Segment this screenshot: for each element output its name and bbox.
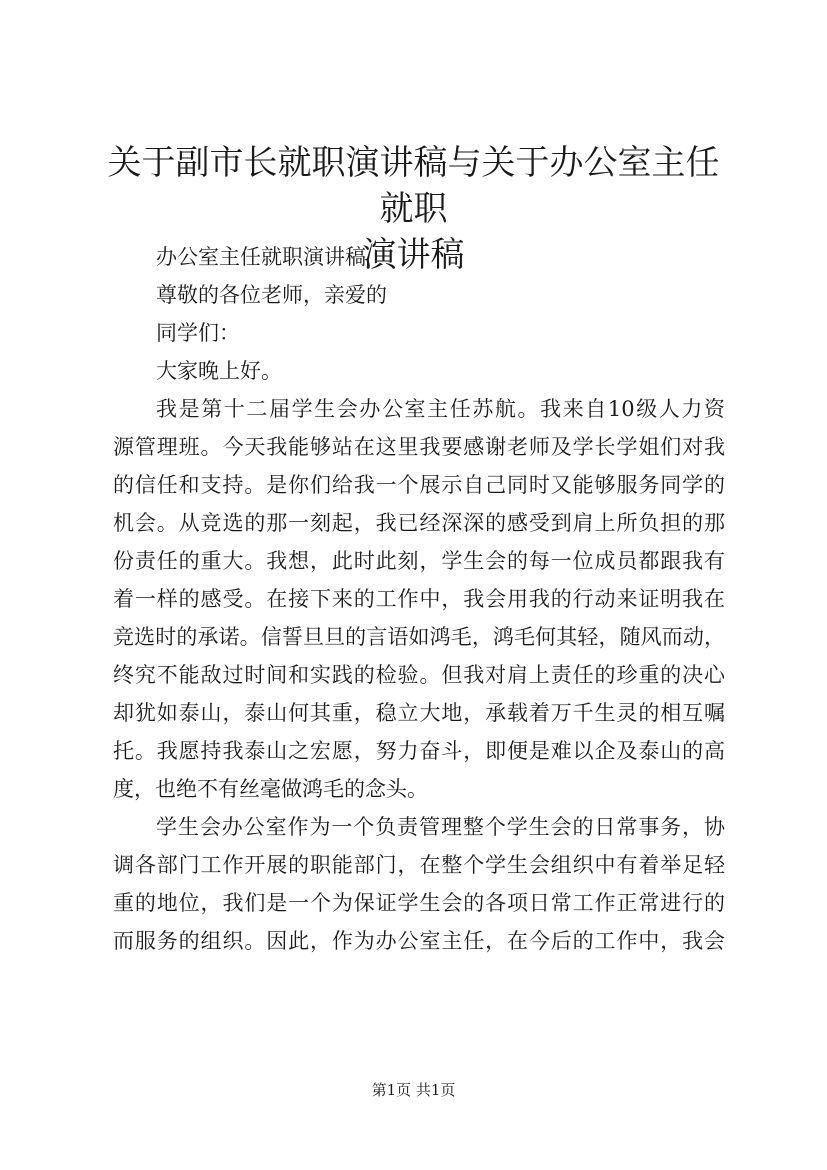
text-line: 机会。从竞选的那一刻起，我已经深深的感受到肩上所负担的那 bbox=[113, 511, 725, 535]
title-line: 关于副市长就职演讲稿与关于办公室主任就职 bbox=[107, 143, 720, 229]
text-line: 调各部门工作开展的职能部门，在整个学生会组织中有着举足轻 bbox=[113, 853, 725, 877]
document-body bbox=[113, 238, 725, 960]
text-line: 的信任和支持。是你们给我一个展示自己同时又能够服务同学的 bbox=[113, 473, 725, 497]
text-line: 却犹如泰山，泰山何其重，稳立大地，承载着万千生灵的相互嘱 bbox=[113, 701, 725, 725]
text-line: 尊敬的各位老师，亲爱的 bbox=[156, 283, 387, 307]
text-line: 学生会办公室作为一个负责管理整个学生会的日常事务，协 bbox=[156, 815, 725, 839]
title-line: 演讲稿 bbox=[362, 235, 465, 275]
text-line: 竞选时的承诺。信誓旦旦的言语如鸿毛，鸿毛何其轻，随风而动， bbox=[113, 625, 725, 649]
page-footer: 第1页 共1页 bbox=[371, 1081, 456, 1099]
text-line: 度，也绝不有丝毫做鸿毛的念头。 bbox=[113, 777, 428, 801]
text-line: 终究不能敌过时间和实践的检验。但我对肩上责任的珍重的决心 bbox=[113, 663, 725, 687]
text-line: 大家晚上好。 bbox=[156, 359, 282, 383]
text-line: 办公室主任就职演讲稿 bbox=[156, 245, 366, 269]
text-line: 同学们： bbox=[156, 321, 240, 345]
text-line: 托。我愿持我泰山之宏愿，努力奋斗，即便是难以企及泰山的高 bbox=[113, 739, 725, 763]
text-line: 源管理班。今天我能够站在这里我要感谢老师及学长学姐们对我 bbox=[113, 435, 725, 459]
text-line: 份责任的重大。我想，此时此刻，学生会的每一位成员都跟我有 bbox=[113, 549, 725, 573]
text-line: 着一样的感受。在接下来的工作中，我会用我的行动来证明我在 bbox=[113, 587, 725, 611]
text-line: 而服务的组织。因此，作为办公室主任，在今后的工作中，我会 bbox=[113, 929, 725, 953]
text-line: 我是第十二届学生会办公室主任苏航。我来自10级人力资 bbox=[156, 397, 725, 421]
text-line: 重的地位，我们是一个为保证学生会的各项日常工作正常进行的 bbox=[113, 891, 725, 915]
